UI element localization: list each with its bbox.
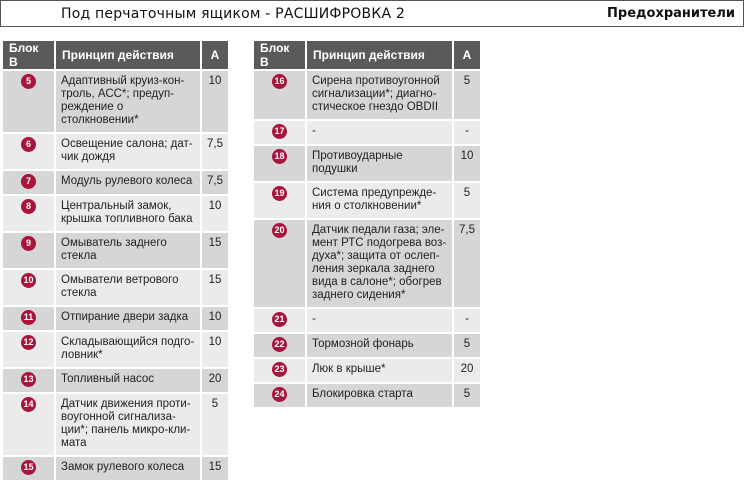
fuse-function: Складывающийся подго- ловник* bbox=[55, 331, 201, 368]
column-header-function: Принцип действия bbox=[306, 41, 453, 70]
fuse-function: Омыватели ветрового стекла bbox=[55, 269, 201, 306]
fuse-number-cell bbox=[254, 182, 306, 219]
fuse-row bbox=[3, 306, 228, 331]
fuse-number-badge: 23 bbox=[272, 362, 287, 377]
fuse-number-cell bbox=[254, 308, 306, 333]
fuse-row bbox=[254, 120, 480, 145]
fuse-function: Освещение салона; дат- чик дождя bbox=[55, 133, 201, 170]
fuse-row bbox=[3, 393, 228, 456]
fuse-amperage: 5 bbox=[453, 333, 480, 358]
fuse-number-badge: 22 bbox=[272, 337, 287, 352]
fuse-table-right bbox=[254, 41, 480, 407]
fuse-row bbox=[254, 70, 480, 120]
fuse-number-cell bbox=[3, 269, 55, 306]
fuse-amperage: 10 bbox=[201, 331, 228, 368]
fuse-number-cell bbox=[3, 232, 55, 269]
fuse-number-cell bbox=[3, 456, 55, 480]
fuse-function: Блокировка старта bbox=[306, 383, 453, 407]
fuse-number-badge: 17 bbox=[272, 124, 287, 139]
page-title: Под перчаточным ящиком - РАСШИФРОВКА 2 bbox=[61, 5, 406, 22]
fuse-amperage: 5 bbox=[201, 393, 228, 456]
fuse-number-badge: 16 bbox=[272, 74, 287, 89]
fuse-number-badge: 14 bbox=[21, 397, 36, 412]
fuse-number-cell bbox=[3, 70, 55, 133]
fuse-number-badge: 12 bbox=[21, 335, 36, 350]
fuse-number-cell bbox=[3, 368, 55, 393]
fuse-amperage: 15 bbox=[201, 232, 228, 269]
fuse-amperage: 10 bbox=[201, 306, 228, 331]
fuse-amperage: 15 bbox=[201, 456, 228, 480]
fuse-function: Топливный насос bbox=[55, 368, 201, 393]
fuse-function: Адаптивный круиз-кон- троль, АСС*; предуп- реждение о столкновении* bbox=[55, 70, 201, 133]
fuse-function: Отпирание двери задка bbox=[55, 306, 201, 331]
fuse-amperage: 7,5 bbox=[201, 133, 228, 170]
fuse-row bbox=[254, 358, 480, 383]
fuse-amperage: - bbox=[453, 308, 480, 333]
fuse-function: Датчик движения проти- воугонной сигнализа- ции*; панель микро-кли- мата bbox=[55, 393, 201, 456]
fuse-number-badge: 15 bbox=[21, 460, 36, 475]
fuse-number-cell bbox=[3, 331, 55, 368]
fuse-row bbox=[3, 456, 228, 480]
fuse-function: Люк в крыше* bbox=[306, 358, 453, 383]
fuse-function: Центральный замок, крышка топливного бака bbox=[55, 195, 201, 232]
fuse-number-cell bbox=[254, 219, 306, 308]
fuse-row bbox=[3, 232, 228, 269]
page-header bbox=[0, 0, 744, 27]
column-header-function: Принцип действия bbox=[55, 41, 201, 70]
column-header-block: Блок В bbox=[254, 41, 306, 70]
fuse-number-badge: 21 bbox=[272, 312, 287, 327]
fuse-row bbox=[254, 383, 480, 407]
fuse-number-cell bbox=[3, 133, 55, 170]
fuse-number-badge: 6 bbox=[21, 137, 36, 152]
fuse-number-badge: 13 bbox=[21, 372, 36, 387]
fuse-function: Противоударные подушки bbox=[306, 145, 453, 182]
fuse-function: Датчик педали газа; эле- мент РТС подогрева воз- духа*; защита от ослеп- ления зеркала заднего вида в салоне*; обогрев заднего сидения* bbox=[306, 219, 453, 308]
fuse-row bbox=[254, 219, 480, 308]
fuse-number-badge: 24 bbox=[272, 387, 287, 402]
fuse-number-badge: 7 bbox=[21, 174, 36, 189]
fuse-function: Замок рулевого колеса bbox=[55, 456, 201, 480]
fuse-amperage: 15 bbox=[201, 269, 228, 306]
fuse-number-badge: 18 bbox=[272, 149, 287, 164]
fuse-row bbox=[254, 182, 480, 219]
column-header-amp: А bbox=[201, 41, 228, 70]
fuse-number-badge: 19 bbox=[272, 186, 287, 201]
fuse-row bbox=[254, 308, 480, 333]
fuse-row bbox=[3, 195, 228, 232]
fuse-number-cell bbox=[3, 306, 55, 331]
fuse-amperage: 5 bbox=[453, 182, 480, 219]
fuse-number-cell bbox=[254, 70, 306, 120]
fuse-number-badge: 5 bbox=[21, 74, 36, 89]
fuse-function: Сирена противоугонной сигнализации*; диагно- стическое гнездо OBDII bbox=[306, 70, 453, 120]
fuse-amperage: 10 bbox=[453, 145, 480, 182]
fuse-number-badge: 11 bbox=[21, 310, 36, 325]
fuse-amperage: - bbox=[453, 120, 480, 145]
fuse-row bbox=[254, 333, 480, 358]
column-header-block: Блок В bbox=[3, 41, 55, 70]
fuse-amperage: 20 bbox=[453, 358, 480, 383]
fuse-row bbox=[3, 331, 228, 368]
table-header-row bbox=[3, 41, 228, 70]
fuse-number-cell bbox=[3, 393, 55, 456]
fuse-number-badge: 8 bbox=[21, 199, 36, 214]
fuse-amperage: 7,5 bbox=[453, 219, 480, 308]
fuse-function: Система предупрежде- ния о столкновении* bbox=[306, 182, 453, 219]
fuse-table-left bbox=[3, 41, 228, 480]
fuse-amperage: 5 bbox=[453, 383, 480, 407]
fuse-row bbox=[3, 133, 228, 170]
fuse-row bbox=[3, 269, 228, 306]
table-header-row bbox=[254, 41, 480, 70]
fuse-number-badge: 20 bbox=[272, 223, 287, 238]
fuse-number-cell bbox=[254, 383, 306, 407]
fuse-number-cell bbox=[254, 145, 306, 182]
fuse-row bbox=[3, 368, 228, 393]
fuse-number-cell bbox=[3, 170, 55, 195]
fuse-row bbox=[3, 170, 228, 195]
fuse-amperage: 10 bbox=[201, 70, 228, 133]
fuse-function: Модуль рулевого колеса bbox=[55, 170, 201, 195]
fuse-function: - bbox=[306, 120, 453, 145]
fuse-row bbox=[254, 145, 480, 182]
fuse-number-badge: 9 bbox=[21, 236, 36, 251]
fuse-amperage: 7,5 bbox=[201, 170, 228, 195]
fuse-amperage: 5 bbox=[453, 70, 480, 120]
fuse-row bbox=[3, 70, 228, 133]
fuse-function: Омыватель заднего стекла bbox=[55, 232, 201, 269]
fuse-number-cell bbox=[254, 358, 306, 383]
fuse-function: - bbox=[306, 308, 453, 333]
section-label: Предохранители bbox=[607, 6, 735, 21]
column-header-amp: А bbox=[453, 41, 480, 70]
fuse-amperage: 20 bbox=[201, 368, 228, 393]
fuse-number-cell bbox=[254, 120, 306, 145]
fuse-amperage: 10 bbox=[201, 195, 228, 232]
fuse-function: Тормозной фонарь bbox=[306, 333, 453, 358]
fuse-number-badge: 10 bbox=[21, 273, 36, 288]
fuse-number-cell bbox=[254, 333, 306, 358]
fuse-number-cell bbox=[3, 195, 55, 232]
